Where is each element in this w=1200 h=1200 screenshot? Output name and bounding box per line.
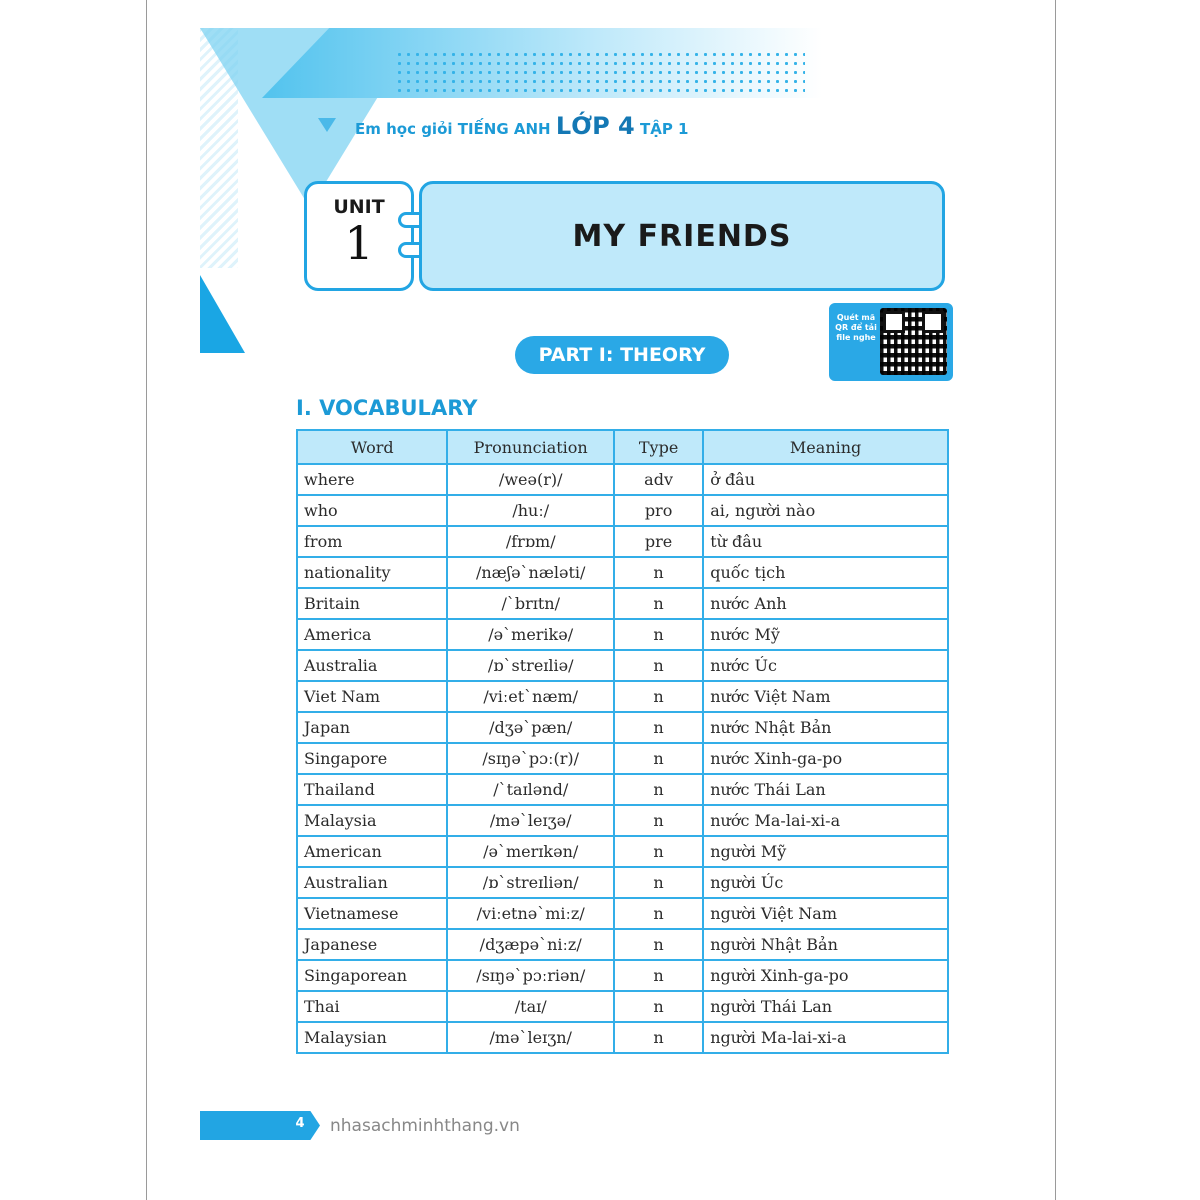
cell-meaning: nước Úc [703, 650, 948, 681]
cell-type: pre [614, 526, 703, 557]
cell-pronunciation: /ɒ`streɪliə/ [447, 650, 614, 681]
cell-type: n [614, 991, 703, 1022]
cell-word: Thailand [297, 774, 447, 805]
cell-pronunciation: /sɪŋə`pɔːriən/ [447, 960, 614, 991]
unit-label: UNIT [333, 196, 385, 218]
section-title: I. VOCABULARY [296, 396, 478, 420]
table-row [297, 774, 948, 805]
cell-pronunciation: /weə(r)/ [447, 464, 614, 495]
cell-word: Japanese [297, 929, 447, 960]
cell-word: Singaporean [297, 960, 447, 991]
cell-meaning: người Úc [703, 867, 948, 898]
qr-panel[interactable] [829, 303, 953, 381]
table-row [297, 805, 948, 836]
cell-type: n [614, 743, 703, 774]
cell-word: where [297, 464, 447, 495]
cell-type: n [614, 681, 703, 712]
table-row [297, 836, 948, 867]
cell-meaning: người Thái Lan [703, 991, 948, 1022]
cell-type: n [614, 588, 703, 619]
cell-meaning: người Xinh-ga-po [703, 960, 948, 991]
unit-title-box [419, 181, 945, 291]
cell-type: n [614, 960, 703, 991]
cell-type: n [614, 836, 703, 867]
cell-pronunciation: /taɪ/ [447, 991, 614, 1022]
table-row [297, 495, 948, 526]
cell-meaning: từ đâu [703, 526, 948, 557]
cell-meaning: nước Anh [703, 588, 948, 619]
table-row [297, 991, 948, 1022]
cell-meaning: nước Nhật Bản [703, 712, 948, 743]
cell-word: nationality [297, 557, 447, 588]
cell-word: Malaysia [297, 805, 447, 836]
cell-meaning: ở đâu [703, 464, 948, 495]
cell-pronunciation: /ə`merikə/ [447, 619, 614, 650]
cell-type: n [614, 1022, 703, 1053]
table-row [297, 650, 948, 681]
cell-word: Thai [297, 991, 447, 1022]
column-header-type: Type [614, 430, 703, 464]
header-grade: LỚP 4 [555, 112, 635, 140]
cell-meaning: người Ma-lai-xi-a [703, 1022, 948, 1053]
unit-title: MY FRIENDS [572, 218, 792, 254]
table-row [297, 464, 948, 495]
qr-caption: Quét mã QR để tải file nghe [835, 313, 877, 342]
cell-meaning: quốc tịch [703, 557, 948, 588]
column-header-pronunciation: Pronunciation [447, 430, 614, 464]
column-header-meaning: Meaning [703, 430, 948, 464]
cell-word: from [297, 526, 447, 557]
table-row [297, 681, 948, 712]
cell-type: n [614, 805, 703, 836]
footer-website: nhasachminhthang.vn [330, 1116, 520, 1136]
cell-pronunciation: /mə`leɪʒə/ [447, 805, 614, 836]
cell-word: Vietnamese [297, 898, 447, 929]
cell-meaning: nước Thái Lan [703, 774, 948, 805]
cell-word: America [297, 619, 447, 650]
cell-word: Britain [297, 588, 447, 619]
cell-type: n [614, 619, 703, 650]
decor-triangle-small [318, 118, 336, 132]
cell-type: n [614, 557, 703, 588]
table-row [297, 1022, 948, 1053]
cell-meaning: người Việt Nam [703, 898, 948, 929]
cell-word: Singapore [297, 743, 447, 774]
table-row [297, 557, 948, 588]
cell-meaning: nước Việt Nam [703, 681, 948, 712]
table-row [297, 588, 948, 619]
table-row [297, 743, 948, 774]
cell-pronunciation: /huː/ [447, 495, 614, 526]
cell-word: American [297, 836, 447, 867]
header-part1: Em học giỏi TIẾNG ANH [355, 120, 556, 138]
table-header-row [297, 430, 948, 464]
table-row [297, 867, 948, 898]
cell-meaning: nước Ma-lai-xi-a [703, 805, 948, 836]
cell-pronunciation: /dʒə`pæn/ [447, 712, 614, 743]
cell-word: Japan [297, 712, 447, 743]
page-number: 4 [295, 1116, 305, 1131]
cell-pronunciation: /`brɪtn/ [447, 588, 614, 619]
table-row [297, 526, 948, 557]
cell-pronunciation: /mə`leɪʒn/ [447, 1022, 614, 1053]
cell-type: n [614, 867, 703, 898]
cell-type: pro [614, 495, 703, 526]
header-volume: TẬP 1 [634, 120, 689, 138]
book-header [355, 112, 688, 140]
decor-triangle-bottom [200, 275, 245, 353]
cell-word: Australia [297, 650, 447, 681]
cell-pronunciation: /dʒæpə`niːz/ [447, 929, 614, 960]
cell-pronunciation: /frɒm/ [447, 526, 614, 557]
cell-type: n [614, 929, 703, 960]
cell-pronunciation: /viːet`næm/ [447, 681, 614, 712]
cell-type: n [614, 898, 703, 929]
decor-dots [395, 50, 805, 98]
unit-number: 1 [344, 216, 374, 270]
column-header-word: Word [297, 430, 447, 464]
cell-word: Viet Nam [297, 681, 447, 712]
cell-meaning: người Mỹ [703, 836, 948, 867]
cell-pronunciation: /sɪŋə`pɔː(r)/ [447, 743, 614, 774]
cell-meaning: người Nhật Bản [703, 929, 948, 960]
table-row [297, 929, 948, 960]
table-row [297, 960, 948, 991]
cell-pronunciation: /ə`merɪkən/ [447, 836, 614, 867]
cell-pronunciation: /`taɪlənd/ [447, 774, 614, 805]
cell-meaning: ai, người nào [703, 495, 948, 526]
cell-pronunciation: /ɒ`streɪliən/ [447, 867, 614, 898]
cell-pronunciation: /næʃə`næləti/ [447, 557, 614, 588]
cell-type: adv [614, 464, 703, 495]
qr-code-icon[interactable] [880, 308, 947, 375]
cell-word: Australian [297, 867, 447, 898]
cell-word: who [297, 495, 447, 526]
cell-pronunciation: /viːetnə`miːz/ [447, 898, 614, 929]
table-row [297, 898, 948, 929]
cell-word: Malaysian [297, 1022, 447, 1053]
cell-type: n [614, 712, 703, 743]
cell-meaning: nước Xinh-ga-po [703, 743, 948, 774]
cell-type: n [614, 774, 703, 805]
table-row [297, 619, 948, 650]
part-heading: PART I: THEORY [515, 336, 729, 374]
vocabulary-table [296, 429, 949, 1054]
cell-type: n [614, 650, 703, 681]
cell-meaning: nước Mỹ [703, 619, 948, 650]
table-row [297, 712, 948, 743]
